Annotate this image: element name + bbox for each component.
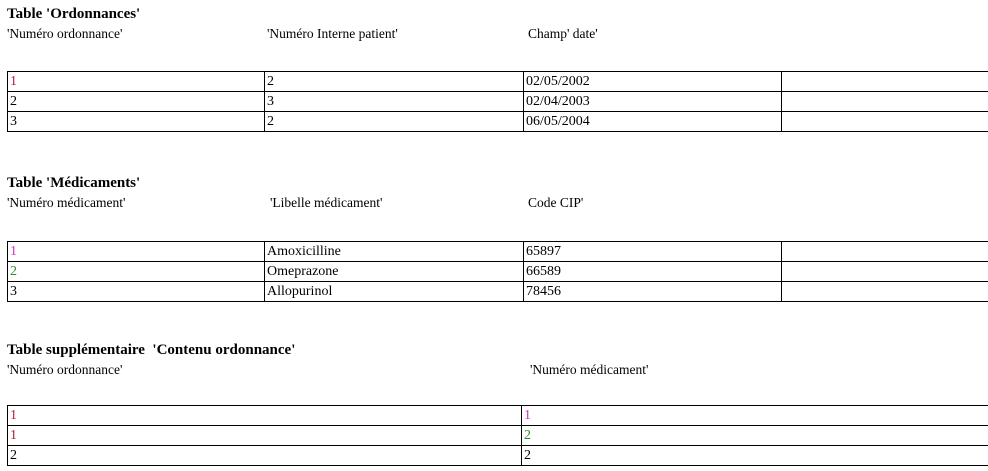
table-cell: 3 <box>8 112 265 132</box>
table-cell: 1 <box>8 406 522 426</box>
table-cell: 02/05/2002 <box>524 72 782 92</box>
medicaments-table <box>7 241 988 302</box>
table-cell: 1 <box>522 406 988 426</box>
table-cell: 2 <box>265 112 524 132</box>
table-cell: 2 <box>8 446 522 466</box>
table-cell: 2 <box>522 446 988 466</box>
table-cell: 2 <box>265 72 524 92</box>
label-champ-date: Champ' date' <box>528 26 598 41</box>
table-cell: 1 <box>8 242 265 262</box>
table-cell <box>782 92 988 112</box>
label-numero-medicament: 'Numéro médicament' <box>530 362 649 377</box>
table-cell <box>782 262 988 282</box>
table-cell: Allopurinol <box>265 282 524 302</box>
table-cell <box>782 72 988 92</box>
table-cell: 02/04/2003 <box>524 92 782 112</box>
table-row <box>8 282 988 302</box>
table-cell <box>782 112 988 132</box>
table-cell: 1 <box>8 426 522 446</box>
table-cell: 2 <box>8 262 265 282</box>
table-cell: 78456 <box>524 282 782 302</box>
label-numero-interne-patient: 'Numéro Interne patient' <box>267 26 398 41</box>
table-row <box>8 72 988 92</box>
table-row <box>8 112 988 132</box>
label-code-cip: Code CIP' <box>528 195 584 210</box>
table-cell: 2 <box>522 426 988 446</box>
contenu-ordonnance-table-title: Table supplémentaire 'Contenu ordonnance' <box>7 342 296 358</box>
table-row <box>8 242 988 262</box>
table-cell <box>782 242 988 262</box>
label-libelle-medicament: 'Libelle médicament' <box>270 195 383 210</box>
table-cell: Amoxicilline <box>265 242 524 262</box>
table-cell: 3 <box>265 92 524 112</box>
table-cell: 1 <box>8 72 265 92</box>
ordonnances-table-title: Table 'Ordonnances' <box>7 6 141 22</box>
medicaments-table-title: Table 'Médicaments' <box>7 175 141 191</box>
label-numero-ordonnance: 'Numéro ordonnance' <box>7 26 123 41</box>
table-row <box>8 426 988 446</box>
label-numero-ordonnance: 'Numéro ordonnance' <box>7 362 123 377</box>
table-cell <box>782 282 988 302</box>
table-row <box>8 446 988 466</box>
table-cell: Omeprazone <box>265 262 524 282</box>
ordonnances-table <box>7 71 988 132</box>
table-cell: 06/05/2004 <box>524 112 782 132</box>
contenu-ordonnance-table <box>7 405 988 466</box>
table-row <box>8 406 988 426</box>
table-cell: 66589 <box>524 262 782 282</box>
table-cell: 2 <box>8 92 265 112</box>
table-row <box>8 92 988 112</box>
table-cell: 65897 <box>524 242 782 262</box>
table-cell: 3 <box>8 282 265 302</box>
label-numero-medicament: 'Numéro médicament' <box>7 195 126 210</box>
table-row <box>8 262 988 282</box>
